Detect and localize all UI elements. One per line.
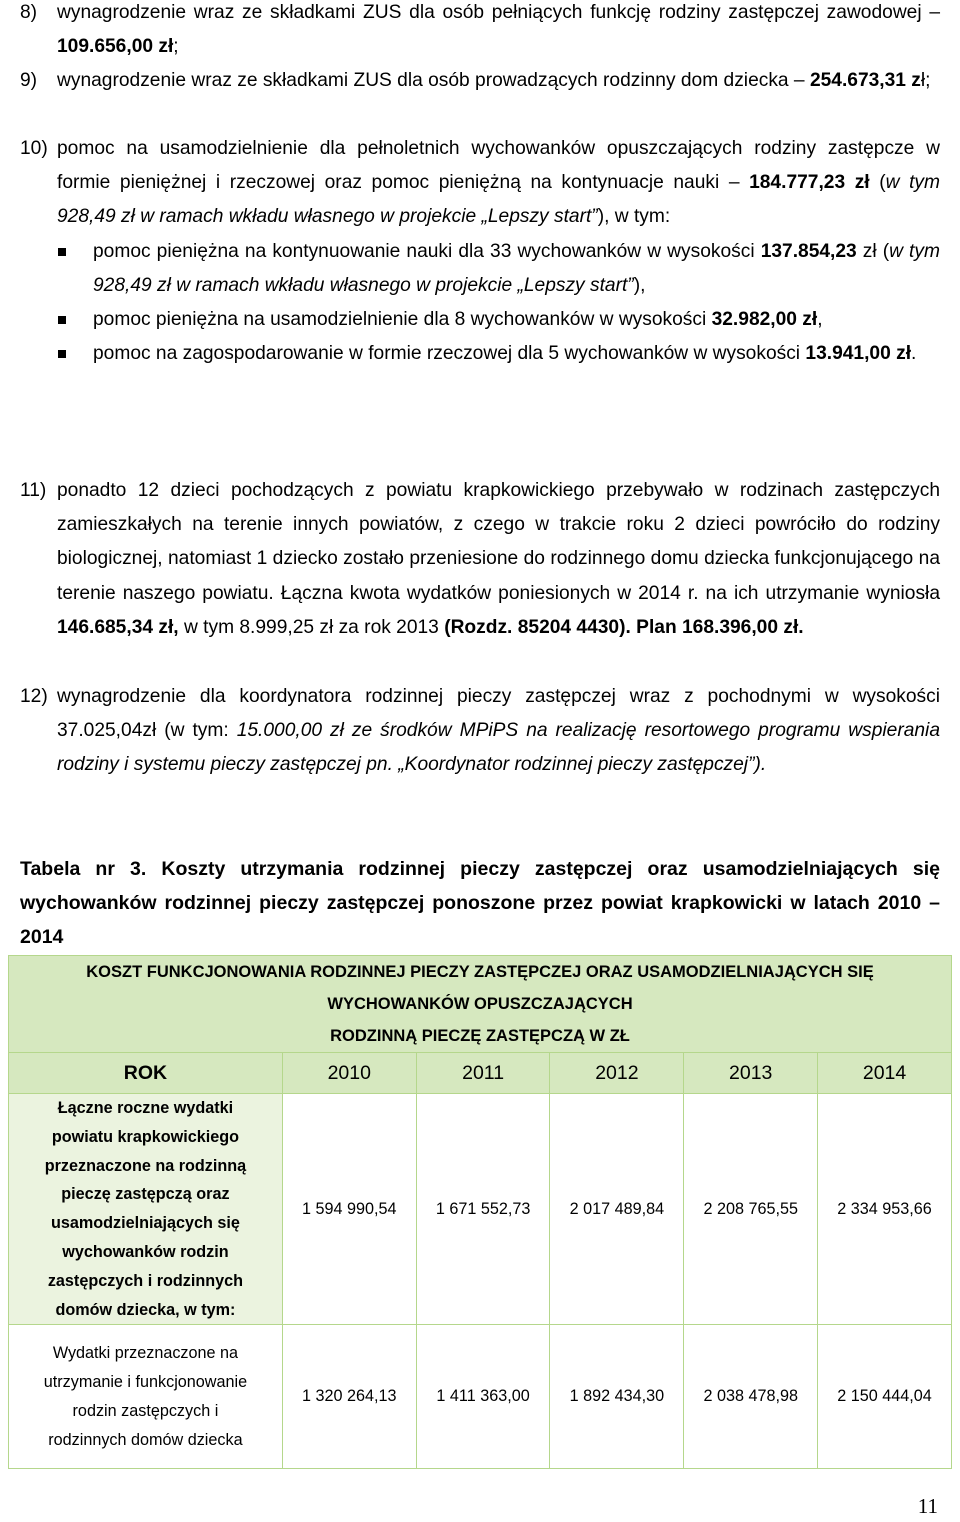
text-run: 184.777,23 zł [749,172,870,194]
page-number: 11 [917,1494,938,1518]
cost-table [8,955,952,1469]
text-run: 13.941,00 zł [805,343,912,365]
bullet-list [57,235,940,372]
table-caption: Tabela nr 3. Koszty utrzymania rodzinnej pieczy zastępczej oraz usamodzielniających się wychowanków rodzinnej pieczy zastępczej ponoszone przez powiat krapkowicki w latach 2010 – 2014 [20,858,940,948]
text-run: w tym 8.999,25 zł za rok 2013 [178,616,445,638]
list-item-9 [20,64,940,98]
text-run: pomoc na usamodzielnienie dla pełnoletnich wychowanków opuszczających rodziny zastępcze w formie pieniężnej i rzeczowej oraz pomoc pieniężną na kontynuacje nauki – [57,138,940,194]
text-run: ), w tym: [597,206,671,228]
list-item-12 [20,680,940,783]
bullet-item [57,303,940,337]
table-header [9,956,952,1053]
row-label: Wydatki przeznaczone na utrzymanie i funkcjonowanie rodzin zastępczych i rodzinnych domów dziecka [9,1325,283,1469]
year-cell: 2013 [684,1053,818,1094]
value-cell: 2 208 765,55 [684,1094,818,1325]
text-run: wynagrodzenie wraz ze składkami ZUS dla osób prowadzących rodzinny dom dziecka – [57,70,810,91]
table-row [9,1094,952,1325]
table-header-line: WYCHOWANKÓW OPUSZCZAJĄCYCH [327,995,633,1013]
bullet-square-icon [58,248,66,256]
list-item-10 [20,132,940,371]
value-cell: 1 320 264,13 [282,1325,416,1469]
table-row [9,1325,952,1469]
text-run: ponadto 12 dzieci pochodzących z powiatu krapkowickiego przebywało w rodzinach zastępczych zamieszkałych na terenie innych powiatów, z czego w trakcie roku 2 dzieci powróciło do rodziny biologicznej, natomiast 1 dziecko zostało przeniesione do rodzinnego domu dziecka funkcjonującego na terenie naszego powiatu. Łączna kwota wydatków poniesionych w 2014 r. na ich utrzymanie wyniosła [57,480,940,604]
bullet-square-icon [58,350,66,358]
text-run: wynagrodzenie dla koordynatora rodzinnej pieczy zastępczej wraz z pochodnymi w wysokości 37.025,04zł (w tym: [57,686,940,742]
table-header-line: KOSZT FUNKCJONOWANIA RODZINNEJ PIECZY ZASTĘPCZEJ ORAZ USAMODZIELNIAJĄCYCH SIĘ [86,963,874,981]
text-run: w tym 928,49 zł w ramach wkładu własnego w projekcie „Lepszy start” [93,240,940,296]
text-run: ; [173,36,179,58]
value-cell: 2 334 953,66 [818,1094,952,1325]
year-cell: 2014 [818,1053,952,1094]
text-run: , [817,309,823,331]
year-cell: 2011 [416,1053,550,1094]
list-number: 8) [20,2,38,23]
value-cell: 1 594 990,54 [282,1094,416,1325]
text-run: 137.854,23 [760,240,857,262]
text-run: 254.673,31 z [809,70,921,91]
list-number: 9) [20,70,38,91]
text-run: . [911,343,917,365]
text-run: pomoc pieniężna na usamodzielnienie dla 8 wychowanków w wysokości [93,309,712,331]
table-header-line: RODZINNĄ PIECZĘ ZASTĘPCZĄ W ZŁ [330,1027,630,1045]
value-cell: 2 038 478,98 [684,1325,818,1469]
text-run: w tym 928,49 zł w ramach wkładu własnego w projekcie „Lepszy start” [57,172,940,228]
list-item-text [57,0,940,64]
value-cell: 2 017 489,84 [550,1094,684,1325]
text-run: 109.656,00 zł [57,36,174,58]
text-run: zł ( [856,240,890,262]
bullet-item [57,235,940,303]
list-item-text [57,132,940,371]
value-cell: 1 411 363,00 [416,1325,550,1469]
text-run: pomoc na zagospodarowanie w formie rzeczowej dla 5 wychowanków w wysokości [93,343,806,365]
text-run: 15.000,00 zł ze środków MPiPS na realizację resortowego programu wspierania rodziny i systemu pieczy zastępczej pn. „Koordynator rodzinnej pieczy zastępczej”). [57,720,940,776]
bullet-item [57,337,940,371]
year-cell: 2012 [550,1053,684,1094]
text-run: (Rozdz. 85204 4430). Plan 168.396,00 zł. [444,616,804,638]
list-number: 11) [20,480,47,501]
list-item-paragraph [57,132,940,235]
rok-label: ROK [9,1053,283,1094]
text-run: 146.685,34 zł, [57,616,179,638]
row-label: Łączne roczne wydatki powiatu krapkowickiego przeznaczone na rodzinną pieczę zastępczą oraz usamodzielniających się wychowanków rodzin zastępczych i rodzinnych domów dziecka, w tym: [9,1094,283,1325]
list-item-text [57,680,940,783]
value-cell: 2 150 444,04 [818,1325,952,1469]
year-cell: 2010 [282,1053,416,1094]
text-run: pomoc pieniężna na kontynuowanie nauki dla 33 wychowanków w wysokości [93,240,761,262]
list-number: 12) [20,686,48,707]
list-item-text [57,64,940,98]
list-number: 10) [20,138,48,159]
bullet-square-icon [58,316,66,324]
text-run: ), [633,274,646,296]
value-cell: 1 892 434,30 [550,1325,684,1469]
list-item-11 [20,474,940,645]
year-header-row [9,1053,952,1094]
value-cell: 1 671 552,73 [416,1094,550,1325]
text-run: ł; [920,70,931,91]
text-run: wynagrodzenie wraz ze składkami ZUS dla osób pełniących funkcję rodziny zastępczej zawodowej – [57,2,940,23]
text-run: 32.982,00 zł [711,309,818,331]
list-item-8 [20,0,940,64]
text-run: ( [869,172,886,194]
list-item-text [57,474,940,645]
